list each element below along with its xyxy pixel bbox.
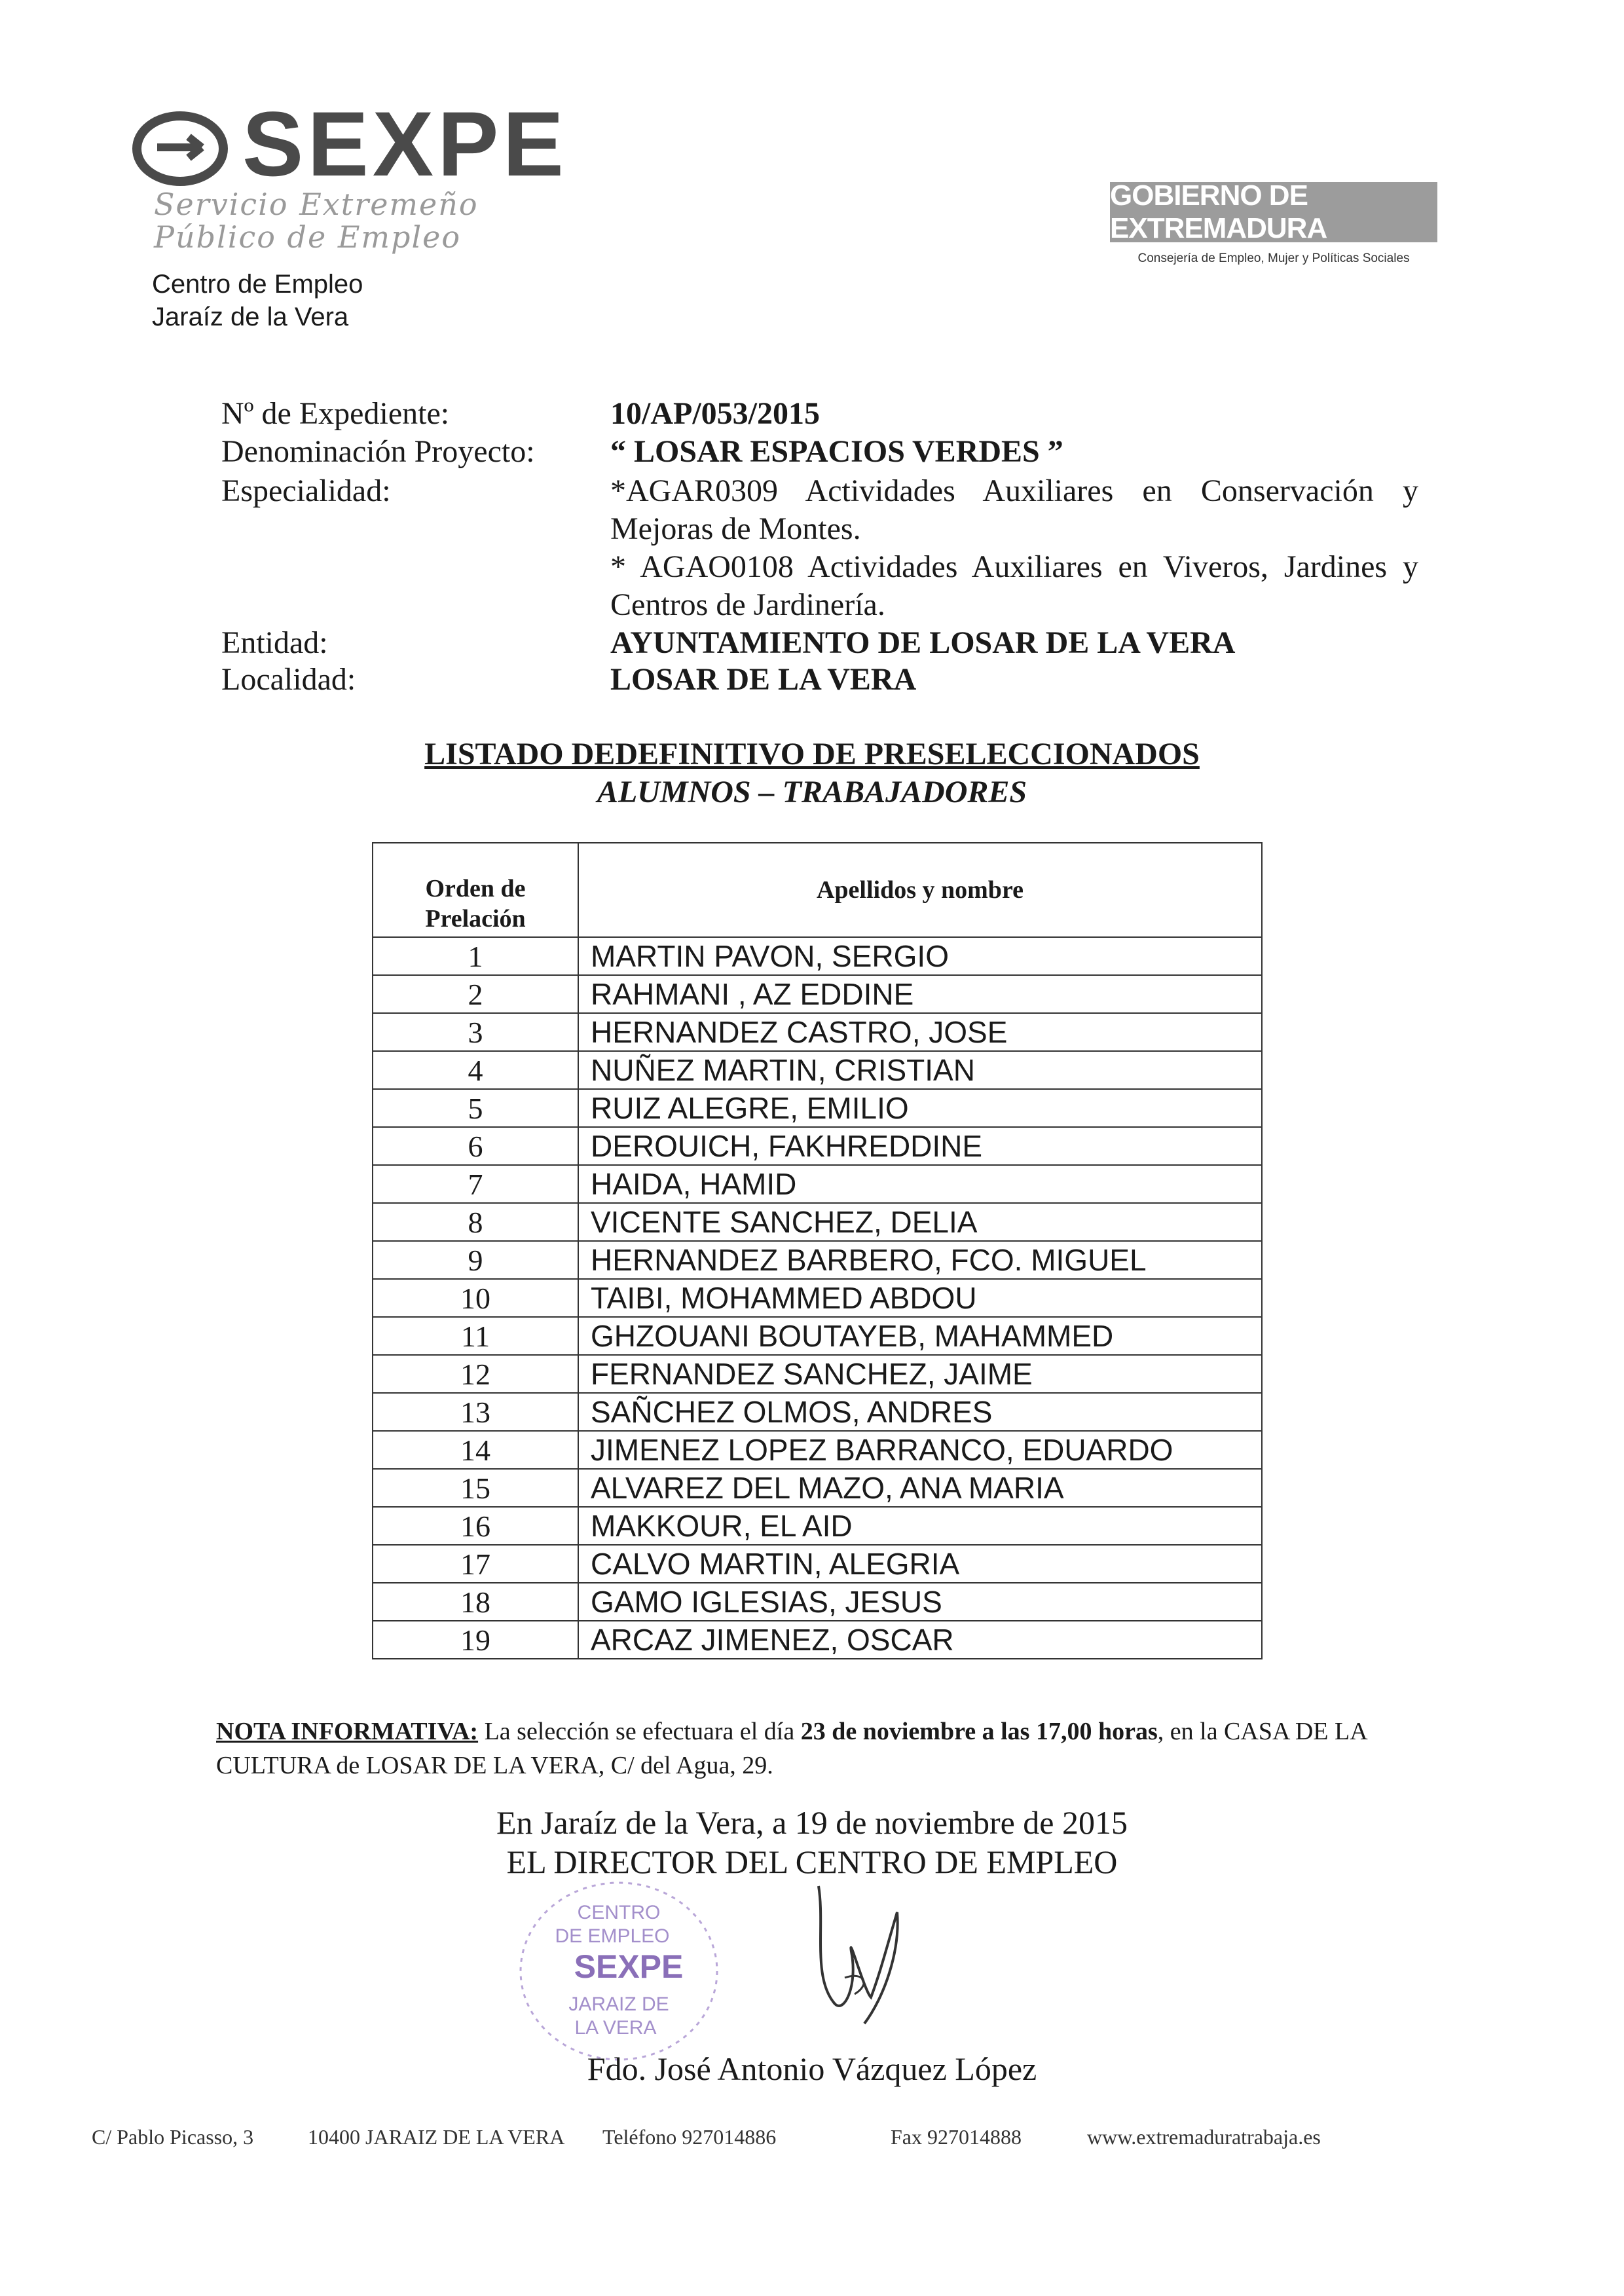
row-order-number: 1	[373, 937, 578, 975]
table-body	[373, 937, 1262, 1659]
row-order-number: 15	[373, 1469, 578, 1507]
column-header-order-line1: Orden de	[425, 875, 526, 902]
table-row	[373, 1013, 1262, 1051]
proyecto-label: Denominación Proyecto:	[221, 434, 535, 469]
row-full-name: CALVO MARTIN, ALEGRIA	[578, 1545, 1262, 1583]
table-row	[373, 1089, 1262, 1127]
row-full-name: MAKKOUR, EL AID	[578, 1507, 1262, 1545]
row-full-name: GAMO IGLESIAS, JESUS	[578, 1583, 1262, 1621]
row-full-name: TAIBI, MOHAMMED ABDOU	[578, 1279, 1262, 1317]
nota-text-1: La selección se efectuara el día	[478, 1718, 801, 1745]
table-row	[373, 1165, 1262, 1203]
row-order-number: 13	[373, 1393, 578, 1431]
row-order-number: 12	[373, 1355, 578, 1393]
logo-wordmark: SEXPE	[242, 92, 568, 195]
row-order-number: 11	[373, 1317, 578, 1355]
nota-label: NOTA INFORMATIVA:	[216, 1718, 479, 1745]
table-row	[373, 1051, 1262, 1089]
row-order-number: 7	[373, 1165, 578, 1203]
table-row	[373, 937, 1262, 975]
row-full-name: GHZOUANI BOUTAYEB, MAHAMMED	[578, 1317, 1262, 1355]
table-row	[373, 1317, 1262, 1355]
row-full-name: HERNANDEZ BARBERO, FCO. MIGUEL	[578, 1241, 1262, 1279]
footer-city: 10400 JARAIZ DE LA VERA	[308, 2125, 565, 2149]
centro-empleo-label: Centro de Empleo	[152, 270, 363, 299]
official-stamp	[511, 1873, 727, 2069]
especialidad-2-line2: Centros de Jardinería.	[610, 587, 885, 622]
row-order-number: 17	[373, 1545, 578, 1583]
row-order-number: 5	[373, 1089, 578, 1127]
table-row	[373, 1279, 1262, 1317]
especialidad-1-line2: Mejoras de Montes.	[610, 511, 861, 546]
stamp-text-3: SEXPE	[574, 1948, 684, 1985]
table-row	[373, 1507, 1262, 1545]
especialidad-label: Especialidad:	[221, 473, 391, 508]
row-full-name: FERNANDEZ SANCHEZ, JAIME	[578, 1355, 1262, 1393]
consejeria-label: Consejería de Empleo, Mujer y Políticas Sociales	[1137, 251, 1410, 265]
gobierno-extremadura-banner: GOBIERNO DE EXTREMADURA	[1110, 182, 1437, 242]
preselected-table	[372, 842, 1263, 1659]
row-order-number: 6	[373, 1127, 578, 1165]
table-row	[373, 1621, 1262, 1659]
row-full-name: JIMENEZ LOPEZ BARRANCO, EDUARDO	[578, 1431, 1262, 1469]
row-order-number: 19	[373, 1621, 578, 1659]
footer-website: www.extremaduratrabaja.es	[1087, 2125, 1321, 2149]
stamp-text-4: JARAIZ DE	[568, 1993, 669, 2015]
row-order-number: 18	[373, 1583, 578, 1621]
row-full-name: HERNANDEZ CASTRO, JOSE	[578, 1013, 1262, 1051]
table-row	[373, 1241, 1262, 1279]
nota-informativa	[216, 1714, 1401, 1783]
footer-address: C/ Pablo Picasso, 3	[92, 2125, 254, 2149]
especialidad-2-line1: * AGAO0108 Actividades Auxiliares en Viveros, Jardines y	[610, 549, 1418, 584]
localidad-value: LOSAR DE LA VERA	[610, 662, 917, 697]
stamp-text-1: CENTRO	[577, 1902, 661, 1923]
table-row	[373, 1431, 1262, 1469]
row-order-number: 2	[373, 975, 578, 1013]
list-title: LISTADO DEDEFINITIVO DE PRESELECCIONADOS	[424, 737, 1200, 771]
row-order-number: 14	[373, 1431, 578, 1469]
stamp-text-5: LA VERA	[574, 2017, 657, 2039]
row-full-name: NUÑEZ MARTIN, CRISTIAN	[578, 1051, 1262, 1089]
footer-fax: Fax 927014888	[891, 2125, 1022, 2149]
row-order-number: 8	[373, 1203, 578, 1241]
row-full-name: HAIDA, HAMID	[578, 1165, 1262, 1203]
row-order-number: 4	[373, 1051, 578, 1089]
director-title: EL DIRECTOR DEL CENTRO DE EMPLEO	[506, 1843, 1118, 1880]
table-row	[373, 1583, 1262, 1621]
table-row	[373, 1469, 1262, 1507]
column-header-order-line2: Prelación	[425, 905, 526, 933]
proyecto-value: “ LOSAR ESPACIOS VERDES ”	[610, 434, 1063, 469]
centro-location-label: Jaraíz de la Vera	[152, 303, 349, 331]
footer-phone: Teléfono 927014886	[602, 2125, 777, 2149]
localidad-label: Localidad:	[221, 662, 356, 697]
row-order-number: 9	[373, 1241, 578, 1279]
expediente-value: 10/AP/053/2015	[610, 396, 820, 431]
table-row	[373, 1203, 1262, 1241]
row-full-name: ALVAREZ DEL MAZO, ANA MARIA	[578, 1469, 1262, 1507]
list-subtitle: ALUMNOS – TRABAJADORES	[597, 775, 1027, 809]
table-row	[373, 1545, 1262, 1583]
date-place-line: En Jaraíz de la Vera, a 19 de noviembre de 2015	[496, 1804, 1128, 1841]
nota-date-time: 23 de noviembre a las 17,00 horas	[800, 1718, 1158, 1745]
especialidad-1-line1: *AGAR0309 Actividades Auxiliares en Conservación y	[610, 473, 1418, 508]
logo-subtitle-line2: Público de Empleo	[154, 219, 462, 255]
table-row	[373, 1355, 1262, 1393]
column-header-order	[373, 843, 578, 937]
row-full-name: DEROUICH, FAKHREDDINE	[578, 1127, 1262, 1165]
handwritten-signature	[773, 1873, 943, 2043]
stamp-text-2: DE EMPLEO	[555, 1925, 670, 1947]
logo-subtitle-line1: Servicio Extremeño	[154, 187, 479, 222]
entidad-label: Entidad:	[221, 625, 328, 660]
table-row	[373, 975, 1262, 1013]
table-row	[373, 1127, 1262, 1165]
sexpe-logo	[131, 92, 568, 255]
row-order-number: 3	[373, 1013, 578, 1051]
row-order-number: 10	[373, 1279, 578, 1317]
row-order-number: 16	[373, 1507, 578, 1545]
row-full-name: RUIZ ALEGRE, EMILIO	[578, 1089, 1262, 1127]
signatory-name: Fdo. José Antonio Vázquez López	[587, 2050, 1037, 2087]
entidad-value: AYUNTAMIENTO DE LOSAR DE LA VERA	[610, 625, 1236, 660]
row-full-name: RAHMANI , AZ EDDINE	[578, 975, 1262, 1013]
expediente-label: Nº de Expediente:	[221, 396, 450, 431]
row-full-name: ARCAZ JIMENEZ, OSCAR	[578, 1621, 1262, 1659]
row-full-name: MARTIN PAVON, SERGIO	[578, 937, 1262, 975]
table-row	[373, 1393, 1262, 1431]
nota-text-2: , en la CASA DE LA CULTURA de LOSAR DE LA VERA, C/ del Agua, 29.	[216, 1718, 1367, 1779]
sexpe-e-icon	[131, 108, 229, 187]
column-header-name: Apellidos y nombre	[578, 843, 1262, 937]
row-full-name: SAÑCHEZ OLMOS, ANDRES	[578, 1393, 1262, 1431]
table-header-row	[373, 843, 1262, 937]
row-full-name: VICENTE SANCHEZ, DELIA	[578, 1203, 1262, 1241]
